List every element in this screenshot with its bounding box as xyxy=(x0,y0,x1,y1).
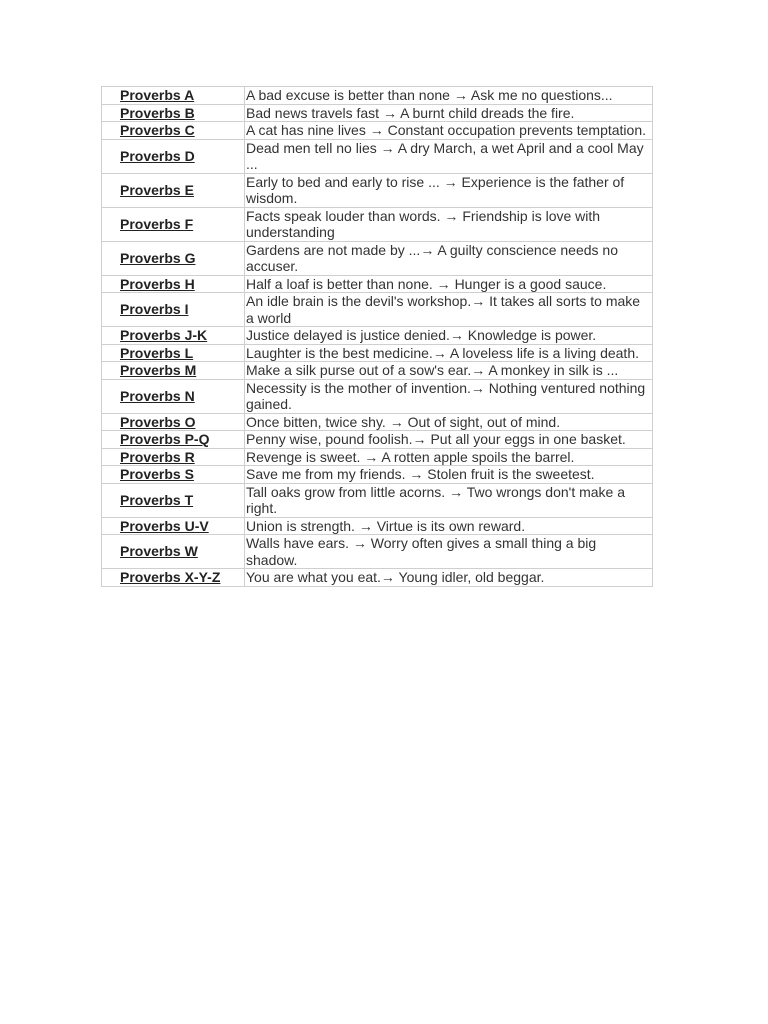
proverbs-link[interactable]: Proverbs L xyxy=(120,344,194,361)
table-row xyxy=(102,569,653,587)
letter-cell xyxy=(102,362,245,380)
letter-cell xyxy=(102,104,245,122)
table-row xyxy=(102,293,653,327)
proverbs-link[interactable]: Proverbs B xyxy=(120,104,195,121)
proverbs-link[interactable]: Proverbs R xyxy=(120,448,195,465)
letter-cell xyxy=(102,379,245,413)
proverb-text: Early to bed and early to rise ... → Experience is the father of wisdom. xyxy=(245,173,653,207)
letter-cell xyxy=(102,466,245,484)
proverbs-link[interactable]: Proverbs O xyxy=(120,413,196,430)
table-row xyxy=(102,104,653,122)
proverbs-link[interactable]: Proverbs W xyxy=(120,543,198,560)
proverb-text: A bad excuse is better than none → Ask me no questions... xyxy=(245,87,653,105)
proverb-text: Dead men tell no lies → A dry March, a wet April and a cool May ... xyxy=(245,139,653,173)
proverb-text: Facts speak louder than words. → Friendship is love with understanding xyxy=(245,207,653,241)
proverbs-link[interactable]: Proverbs D xyxy=(120,147,195,164)
table-row xyxy=(102,344,653,362)
letter-cell xyxy=(102,448,245,466)
proverb-text: Once bitten, twice shy. → Out of sight, out of mind. xyxy=(245,413,653,431)
letter-cell xyxy=(102,87,245,105)
letter-cell xyxy=(102,483,245,517)
table-row xyxy=(102,122,653,140)
table-row xyxy=(102,139,653,173)
proverbs-link[interactable]: Proverbs I xyxy=(120,301,189,318)
letter-cell xyxy=(102,535,245,569)
table-row xyxy=(102,275,653,293)
proverbs-table xyxy=(101,86,653,587)
letter-cell xyxy=(102,275,245,293)
proverbs-link[interactable]: Proverbs G xyxy=(120,249,196,266)
table-row xyxy=(102,448,653,466)
table-row xyxy=(102,327,653,345)
table-row xyxy=(102,466,653,484)
letter-cell xyxy=(102,431,245,449)
table-row xyxy=(102,207,653,241)
letter-cell xyxy=(102,139,245,173)
proverb-text: Walls have ears. → Worry often gives a small thing a big shadow. xyxy=(245,535,653,569)
proverb-text: Make a silk purse out of a sow's ear.→ A monkey in silk is ... xyxy=(245,362,653,380)
proverbs-link[interactable]: Proverbs H xyxy=(120,275,195,292)
proverbs-link[interactable]: Proverbs T xyxy=(120,491,194,508)
proverb-text: Tall oaks grow from little acorns. → Two wrongs don't make a right. xyxy=(245,483,653,517)
table-row xyxy=(102,517,653,535)
proverbs-link[interactable]: Proverbs S xyxy=(120,466,194,482)
proverb-text: An idle brain is the devil's workshop.→ It takes all sorts to make a world xyxy=(245,293,653,327)
proverbs-link[interactable]: Proverbs A xyxy=(120,87,195,103)
proverb-text: Bad news travels fast → A burnt child dreads the fire. xyxy=(245,104,653,122)
proverb-text: Gardens are not made by ...→ A guilty conscience needs no accuser. xyxy=(245,241,653,275)
table-row xyxy=(102,173,653,207)
table-row xyxy=(102,379,653,413)
proverbs-table-body xyxy=(102,87,653,587)
proverb-text: Penny wise, pound foolish.→ Put all your eggs in one basket. xyxy=(245,431,653,449)
table-row xyxy=(102,87,653,105)
letter-cell xyxy=(102,517,245,535)
proverbs-link[interactable]: Proverbs J-K xyxy=(120,327,208,343)
letter-cell xyxy=(102,241,245,275)
proverb-text: Half a loaf is better than none. → Hunger is a good sauce. xyxy=(245,275,653,293)
proverb-text: Save me from my friends. → Stolen fruit is the sweetest. xyxy=(245,466,653,484)
letter-cell xyxy=(102,293,245,327)
table-row xyxy=(102,241,653,275)
letter-cell xyxy=(102,207,245,241)
letter-cell xyxy=(102,173,245,207)
table-row xyxy=(102,483,653,517)
proverbs-link[interactable]: Proverbs P-Q xyxy=(120,431,210,447)
proverb-text: A cat has nine lives → Constant occupation prevents temptation. xyxy=(245,122,653,140)
proverb-text: Justice delayed is justice denied.→ Knowledge is power. xyxy=(245,327,653,345)
table-row xyxy=(102,413,653,431)
proverbs-link[interactable]: Proverbs C xyxy=(120,122,195,138)
table-row xyxy=(102,535,653,569)
proverbs-link[interactable]: Proverbs U-V xyxy=(120,517,209,534)
table-row xyxy=(102,431,653,449)
letter-cell xyxy=(102,344,245,362)
proverbs-link[interactable]: Proverbs F xyxy=(120,215,194,232)
proverb-text: Laughter is the best medicine.→ A loveless life is a living death. xyxy=(245,344,653,362)
proverb-text: You are what you eat.→ Young idler, old beggar. xyxy=(245,569,653,587)
letter-cell xyxy=(102,413,245,431)
letter-cell xyxy=(102,569,245,587)
proverb-text: Revenge is sweet. → A rotten apple spoils the barrel. xyxy=(245,448,653,466)
proverbs-link[interactable]: Proverbs M xyxy=(120,362,197,378)
letter-cell xyxy=(102,122,245,140)
proverb-text: Necessity is the mother of invention.→ Nothing ventured nothing gained. xyxy=(245,379,653,413)
proverbs-link[interactable]: Proverbs N xyxy=(120,387,195,404)
proverbs-link[interactable]: Proverbs X-Y-Z xyxy=(120,569,221,585)
proverb-text: Union is strength. → Virtue is its own reward. xyxy=(245,517,653,535)
table-row xyxy=(102,362,653,380)
proverbs-link[interactable]: Proverbs E xyxy=(120,181,194,198)
letter-cell xyxy=(102,327,245,345)
